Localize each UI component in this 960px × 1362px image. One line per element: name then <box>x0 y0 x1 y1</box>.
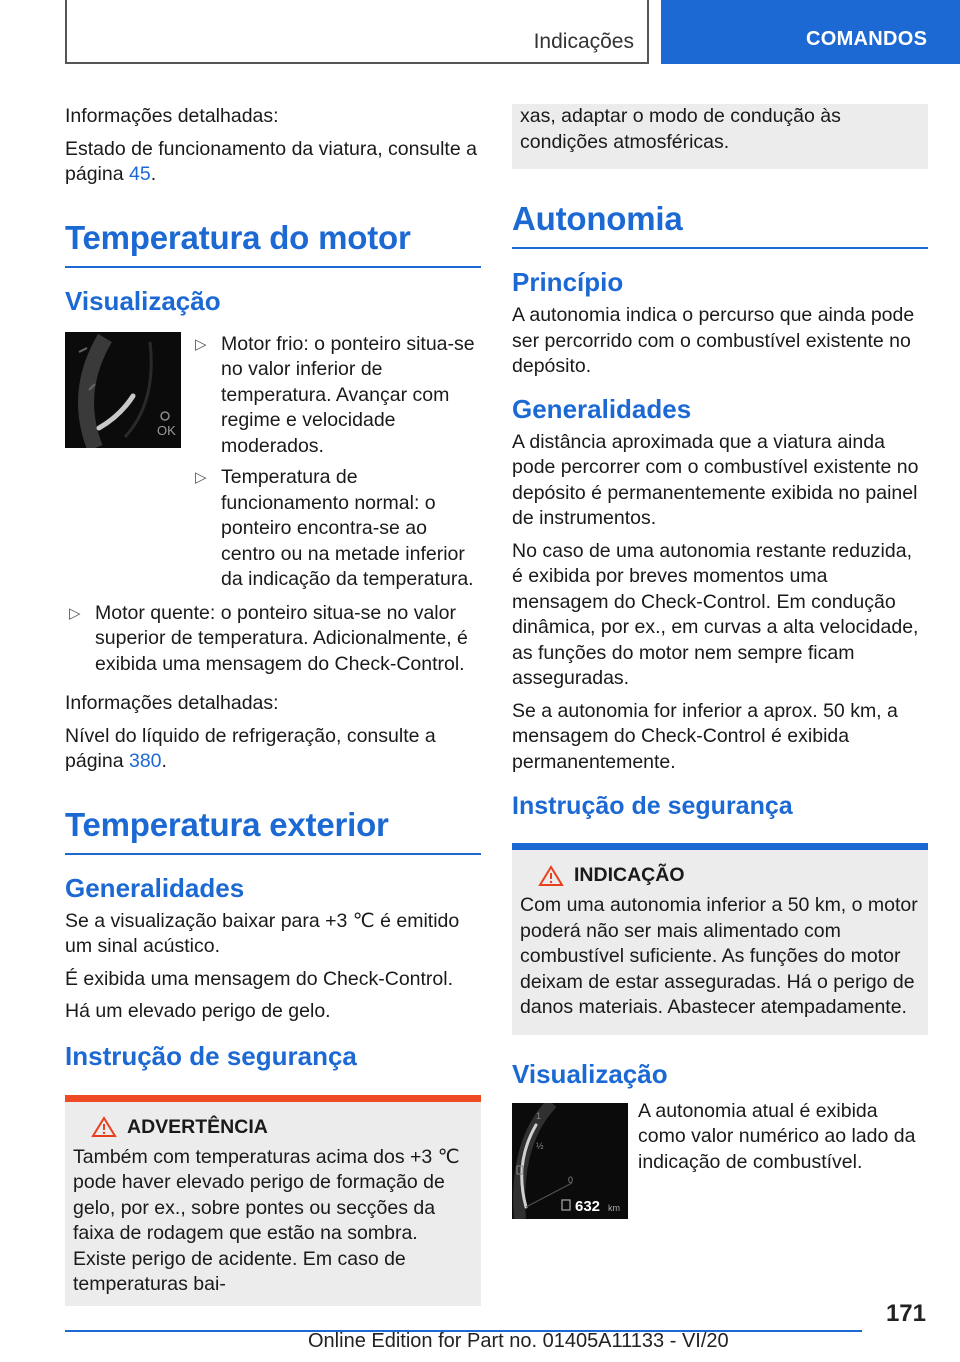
heading-safety: Instrução de segurança <box>65 1040 357 1071</box>
intro-label: Informações detalhadas: <box>65 105 279 127</box>
list-item: ▷ Temperatura de funcionamento normal: o ponteiro encontra-se ao centro ou na metade inferior da indicação da temperatura. <box>195 466 474 590</box>
warning-title: ADVERTÊNCIA <box>91 1116 473 1139</box>
fuel-tick-1: 1 <box>536 1110 542 1121</box>
general-paragraph-3: Há um elevado perigo de gelo. <box>65 1000 331 1022</box>
heading-range: Autonomia <box>512 199 928 249</box>
general-paragraph-1: Se a visualização baixar para +3 ℃ é emitido um sinal acústico. <box>65 909 460 957</box>
list-item: ▷ Motor quente: o ponteiro situa-se no valor superior de temperatura. Adicionalmente, é exibida uma mensagem do Check-Control. <box>69 601 468 675</box>
warning-box <box>65 1095 481 1306</box>
heading-engine-temperature: Temperatura do motor <box>65 218 481 268</box>
triangle-bullet-icon: ▷ <box>195 469 207 486</box>
info-paragraph: Nível do líquido de refrigeração, consulte a página 380. <box>65 724 436 772</box>
general-paragraph-1: A distância aproximada que a viatura ainda pode percorrer com o combustível existente no depósito é permanentemente exibida no painel de instrumentos. <box>512 430 919 529</box>
heading-general: Generalidades <box>512 393 692 424</box>
warning-triangle-icon <box>91 1116 117 1138</box>
warning-text-continued: xas, adaptar o modo de condução às condições atmosféricas. <box>520 105 841 153</box>
heading-safety: Instrução de segurança <box>512 792 793 820</box>
engine-temp-list-continued <box>65 601 481 678</box>
general-paragraph-3: Se a autonomia for inferior a aprox. 50 km, a mensagem do Check-Control é exibida permanentemente. <box>512 699 898 773</box>
range-value: 632 <box>575 1197 601 1215</box>
page-number: 171 <box>885 1300 926 1327</box>
chapter-tab[interactable]: COMANDOS <box>661 0 960 64</box>
intro-paragraph: Estado de funcionamento da viatura, consulte a página 45. <box>65 137 477 185</box>
notice-box <box>512 843 928 1035</box>
fuel-tick-half: ½ <box>536 1140 544 1151</box>
general-paragraph-2: No caso de uma autonomia restante reduzida, é exibida por breves momentos uma mensagem do Check-Control. Em condução dinâmica, por ex., em curvas a alta velocidade, as funções do motor nem sempre ficam asseguradas. <box>512 539 919 689</box>
gauge-ok-label: OK <box>157 422 176 438</box>
fuel-gauge-image <box>512 1103 628 1219</box>
range-figure-row <box>512 1099 928 1219</box>
info-label: Informações detalhadas: <box>65 692 279 714</box>
list-item: ▷ Motor frio: o ponteiro situa-se no valor inferior de temperatura. Avançar com regime e velocidade moderados. <box>195 332 475 457</box>
left-column <box>65 104 481 1306</box>
engine-temp-figure-row <box>65 332 481 599</box>
section-title: Indicações <box>533 30 634 53</box>
display-paragraph: A autonomia atual é exibida como valor numérico ao lado da indicação de combustível. <box>638 1099 916 1173</box>
warning-triangle-icon <box>538 865 564 887</box>
range-unit: km <box>608 1202 620 1213</box>
triangle-bullet-icon: ▷ <box>195 335 207 353</box>
warning-text: Também com temperaturas acima dos +3 ℃ pode haver elevado perigo de formação de gelo, por ex., sobre pontes ou secções da faixa de rodagem que estão na sombra. Existe perigo de acidente. Em caso de temperaturas bai- <box>73 1145 460 1295</box>
general-paragraph-2: É exibida uma mensagem do Check-Control. <box>65 967 454 990</box>
heading-display: Visualização <box>65 285 221 316</box>
heading-principle: Princípio <box>512 267 624 297</box>
right-column <box>512 104 928 1219</box>
edition-footer: Online Edition for Part no. 01405A11133 - VI/20 <box>308 1330 729 1352</box>
notice-title: INDICAÇÃO <box>538 864 920 887</box>
warning-box-continued <box>512 104 928 169</box>
page-link-45[interactable]: 45 <box>128 163 151 185</box>
page-link-380[interactable]: 380 <box>128 750 162 772</box>
heading-exterior-temperature: Temperatura exterior <box>65 805 481 855</box>
principle-paragraph: A autonomia indica o percurso que ainda pode ser percorrido com o combustível existente no depósito. <box>512 304 915 377</box>
engine-temp-list <box>191 332 481 599</box>
fuel-tick-0: 0 <box>568 1174 574 1185</box>
temperature-gauge-image <box>65 332 181 448</box>
heading-display: Visualização <box>512 1058 668 1089</box>
triangle-bullet-icon: ▷ <box>69 604 81 622</box>
notice-text: Com uma autonomia inferior a 50 km, o motor poderá não ser mais alimentado com combustível suficiente. As funções do motor deixam de estar asseguradas. Há o perigo de danos materiais. Abastecer atempadamente. <box>520 894 918 1018</box>
heading-general: Generalidades <box>65 872 245 903</box>
